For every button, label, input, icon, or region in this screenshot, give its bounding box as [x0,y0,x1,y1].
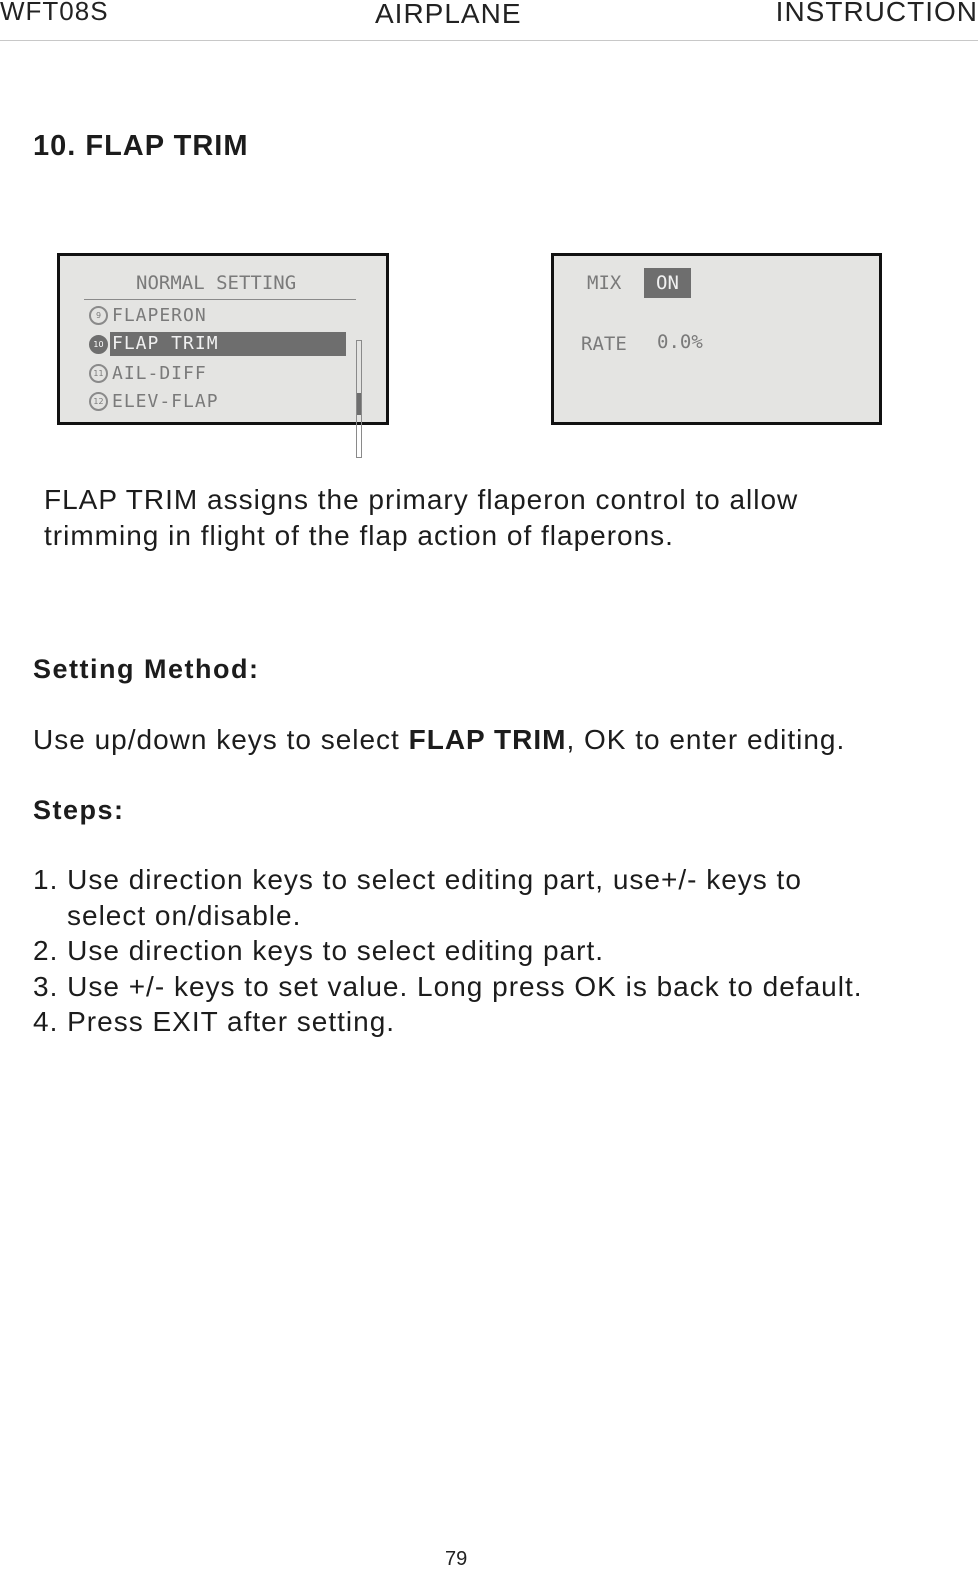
lcd-scrollbar-thumb [357,393,361,415]
setting-method-heading: Setting Method: [33,654,260,684]
header-section: AIRPLANE [375,0,522,29]
menu-item-label: AIL-DIFF [112,362,207,384]
step-1: 1. Use direction keys to select editing part, use+/- keys to [33,864,802,895]
page-number: 79 [445,1548,468,1570]
menu-item-flap-trim [84,331,352,357]
page-title: 10. FLAP TRIM [33,130,249,162]
description-line: trimming in flight of the flap action of flaperons. [44,520,674,551]
menu-item-label: FLAPERON [112,304,207,326]
steps-heading: Steps: [33,795,125,825]
lcd-menu-list [84,299,356,418]
description-line: FLAP TRIM assigns the primary flaperon control to allow [44,484,799,515]
step-3: 3. Use +/- keys to set value. Long press OK is back to default. [33,970,863,1002]
steps-list [33,862,863,1040]
menu-item-label: ELEV-FLAP [112,390,219,412]
method-text-start: Use up/down keys to select [33,724,409,755]
lcd-menu-screen [57,253,389,425]
rate-value: 0.0% [657,331,703,353]
menu-item-label: FLAP TRIM [110,332,346,356]
lcd-menu-title: NORMAL SETTING [136,272,297,294]
step-1-continuation: select on/disable. [67,899,302,931]
mix-label: MIX [587,272,622,294]
menu-item-number: 9 [89,306,108,325]
header-doc-type: INSTRUCTION [775,0,978,27]
setting-method-text [33,724,845,756]
menu-item-elev-flap [84,388,352,414]
menu-item-number: 10 [89,335,108,354]
step-2: 2. Use direction keys to select editing part. [33,935,605,966]
mix-state-value: ON [644,268,691,298]
step-4: 4. Press EXIT after setting. [33,1006,396,1037]
method-text-end: , OK to enter editing. [566,724,846,755]
menu-item-number: 11 [89,364,108,383]
rate-label: RATE [581,333,627,355]
header-divider [0,40,978,41]
menu-item-number: 12 [89,392,108,411]
header-model: WFT08S [0,0,109,26]
description-paragraph [44,482,944,554]
lcd-mix-screen [551,253,882,425]
lcd-scrollbar [356,340,362,458]
method-text-emphasis: FLAP TRIM [408,724,567,755]
menu-item-flaperon [84,302,352,328]
menu-item-ail-diff [84,360,352,386]
